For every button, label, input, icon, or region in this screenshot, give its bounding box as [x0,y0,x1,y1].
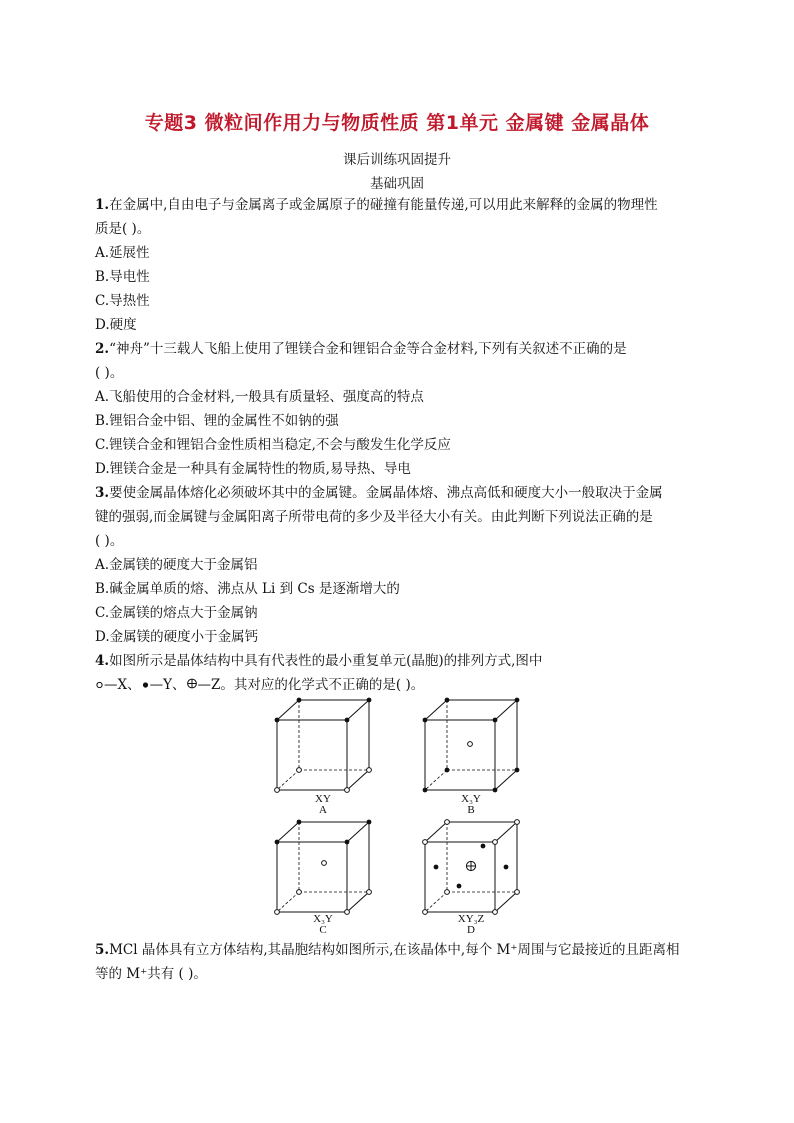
legend-z-label: —Z。其对应的化学式不正确的是( )。 [197,677,425,693]
option-d: D.锂镁合金是一种具有金属特性的物质,易导热、导电 [95,461,411,477]
question-4-line-1 [95,653,542,669]
question-3-line-2: 键的强弱,而金属键与金属阳离子所带电荷的多少及半径大小有关。由此判断下列说法正确的是 [95,509,653,525]
question-text: 如图所示是晶体结构中具有代表性的最小重复单元(晶胞)的排列方式,图中 [109,653,543,669]
question-text: 在金属中,自由电子与金属离子或金属原子的碰撞有能量传递,可以用此来解释的金属的物理性 [109,197,658,213]
cell-a-formula: XY [315,793,331,805]
question-3-line-1 [95,485,663,501]
cell-d-letter: D [467,924,475,936]
page-title: 专题3 微粒间作用力与物质性质 第1单元 金属键 金属晶体 [144,112,650,134]
question-1-line-1 [95,197,658,213]
cell-b [423,698,520,793]
cell-b-letter: B [467,804,475,816]
question-1-line-2: 质是( )。 [95,221,151,237]
question-text: MCl 晶体具有立方体结构,其晶胞结构如图所示,在该晶体中,每个 M⁺周围与它最接近的且距离相 [109,942,680,958]
option-b: B.碱金属单质的熔、沸点从 Li 到 Cs 是逐渐增大的 [95,581,400,597]
question-text: 要使金属晶体熔化必须破坏其中的金属键。金属晶体熔、沸点高低和硬度大小一般取决于金属 [109,485,663,501]
question-2-line-1 [95,341,627,357]
option-a: A.飞船使用的合金材料,一般具有质量轻、强度高的特点 [95,389,424,405]
question-2-line-2: ( )。 [95,365,124,381]
cell-b-formula: X₃Y [461,793,481,805]
question-5-line-2: 等的 M⁺共有 ( )。 [95,966,207,982]
option-c: C.金属镁的熔点大于金属钠 [95,605,258,621]
option-d: D.金属镁的硬度小于金属钙 [95,629,259,645]
cell-c-formula: X₃Y [313,913,333,925]
question-number: 5. [95,942,110,958]
question-3-line-3: ( )。 [95,533,124,549]
question-number: 2. [95,341,110,357]
option-a: A.延展性 [95,245,150,261]
circled-plus-icon [186,677,198,689]
cell-d-formula: XY₃Z [457,913,485,925]
question-number: 1. [95,197,110,213]
cell-c-letter: C [319,924,327,936]
cell-d [423,820,520,915]
option-b: B.锂铝合金中铝、锂的金属性不如钠的强 [95,413,339,429]
option-d: D.硬度 [95,317,137,333]
question-number: 4. [95,653,110,669]
option-b: B.导电性 [95,269,150,285]
question-number: 3. [95,485,110,501]
section-heading: 课后训练巩固提升 [343,152,451,168]
filled-circle-icon [141,680,150,689]
cell-c [275,820,372,915]
legend-y-label: —Y、 [149,677,186,693]
option-c: C.锂镁合金和锂铝合金性质相当稳定,不会与酸发生化学反应 [95,437,451,453]
question-text: “神舟”十三载人飞船上使用了锂镁合金和锂铝合金等合金材料,下列有关叙述不正确的是 [109,341,627,357]
question-5-line-1 [95,942,679,958]
cell-a-letter: A [319,804,327,816]
cell-a [275,698,372,793]
option-a: A.金属镁的硬度大于金属铝 [95,557,258,573]
open-circle-icon [95,680,104,689]
option-c: C.导热性 [95,293,150,309]
legend-x-label: —X、 [104,677,141,693]
subsection-heading: 基础巩固 [370,176,424,192]
